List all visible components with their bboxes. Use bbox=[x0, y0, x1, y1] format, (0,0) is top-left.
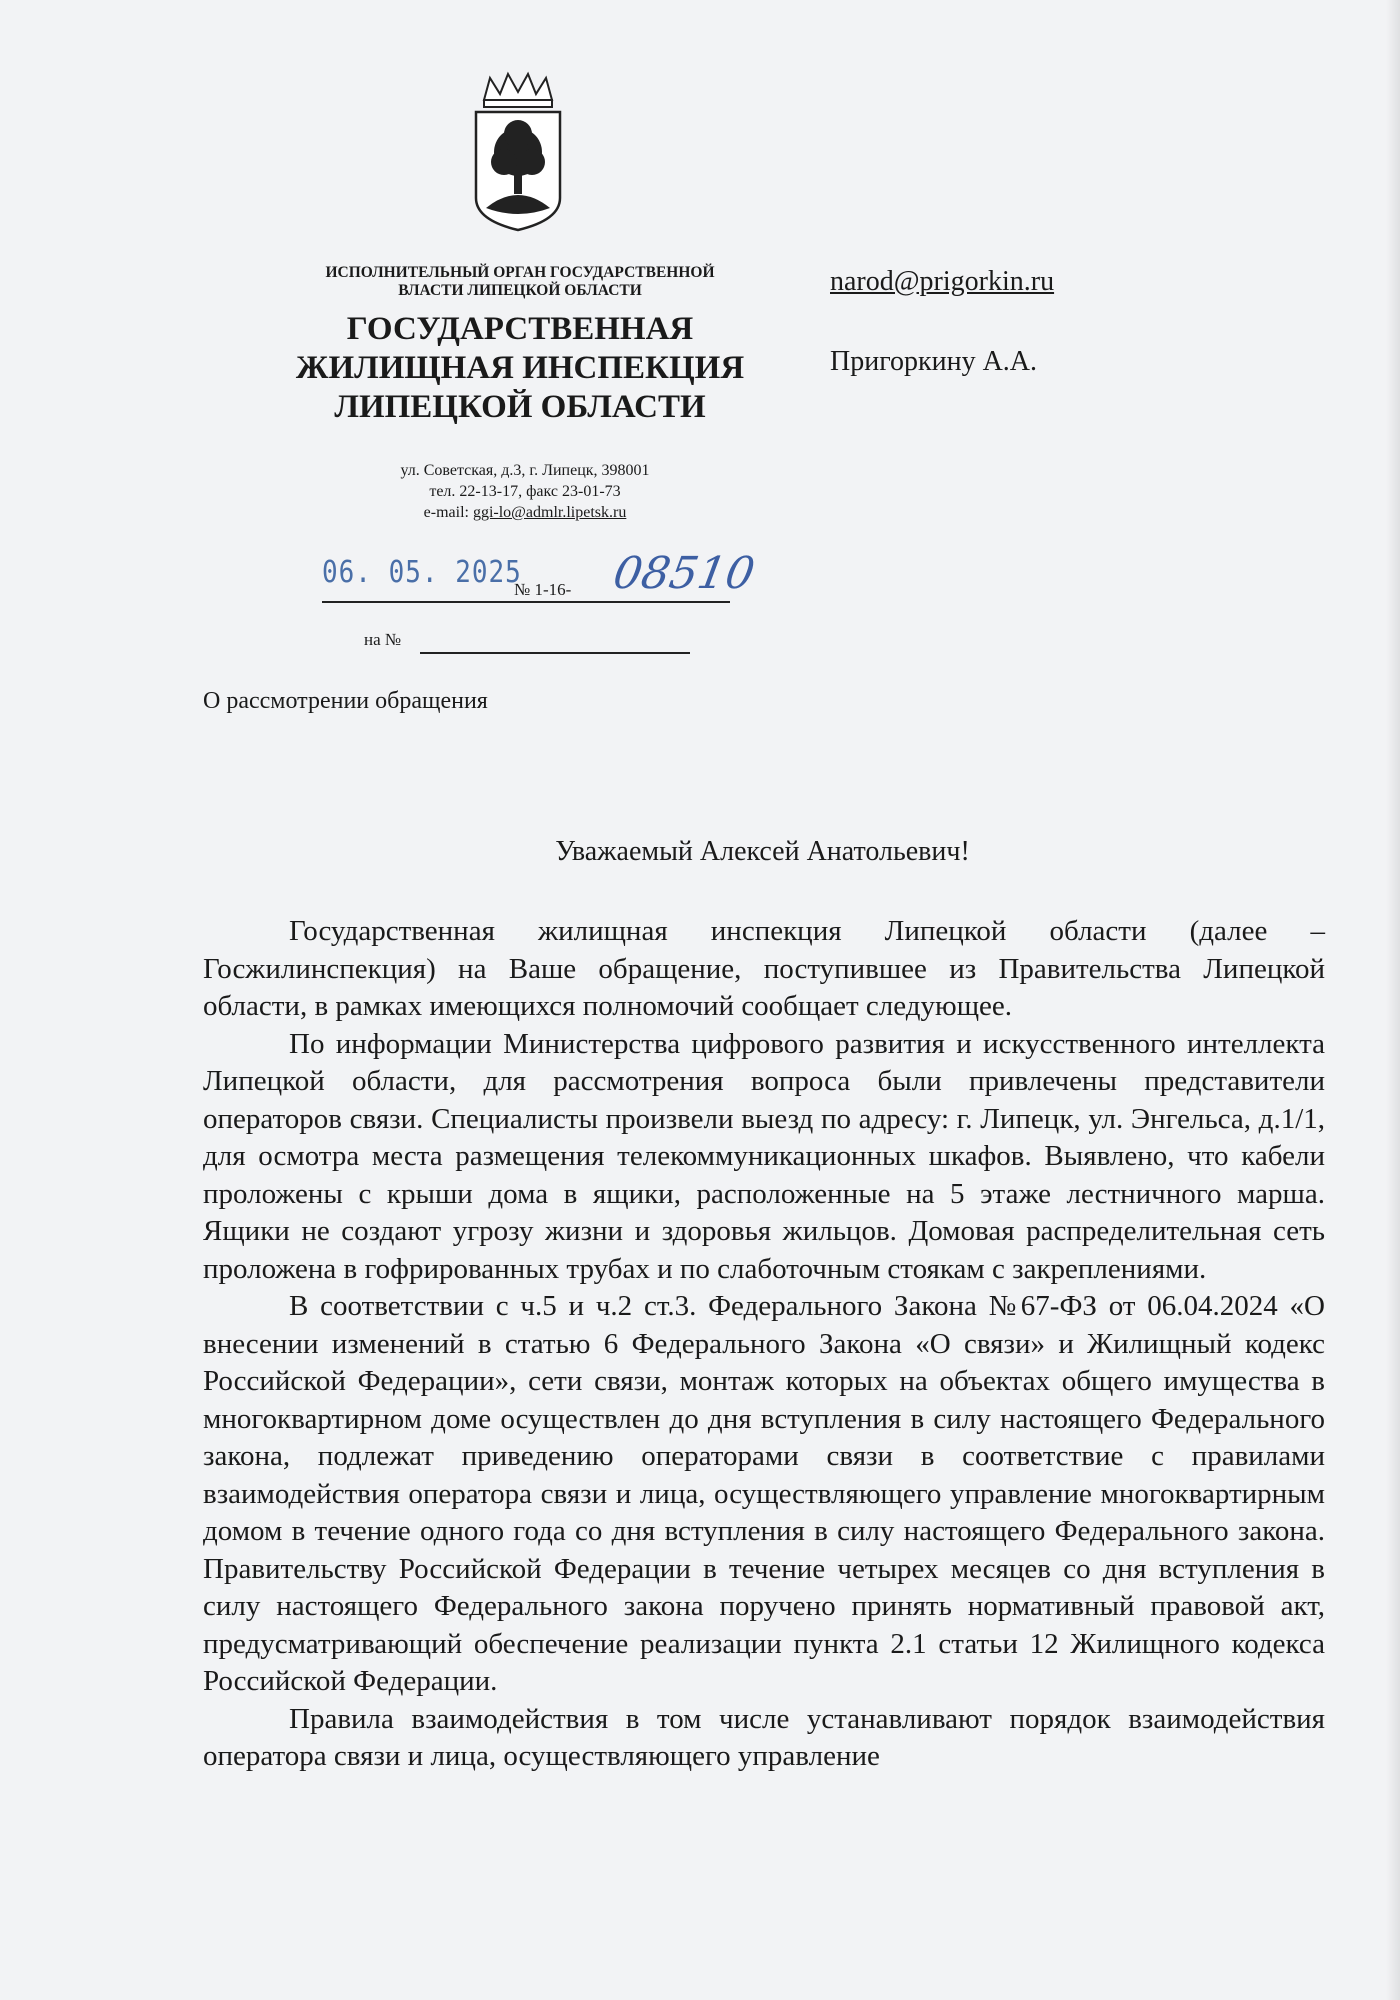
salutation: Уважаемый Алексей Анатольевич! bbox=[555, 836, 970, 867]
org-email-label: e-mail: bbox=[423, 504, 473, 521]
org-big-line1: ГОСУДАРСТВЕННАЯ bbox=[346, 311, 694, 347]
date-stamp: 06. 05. 2025 bbox=[322, 555, 522, 591]
handwritten-number: 08510 bbox=[609, 548, 759, 599]
lipetsk-coat-of-arms-icon bbox=[470, 70, 566, 234]
org-email-link[interactable]: ggi-lo@admlr.lipetsk.ru bbox=[472, 504, 627, 521]
org-address-block bbox=[270, 460, 780, 523]
letter-body bbox=[203, 913, 1325, 1776]
org-header-small bbox=[270, 264, 770, 300]
body-paragraph-2: По информации Министерства цифрового развития и искусственного интеллекта Липецкой области, для рассмотрения вопроса были привлечены представители операторов связи. Специалисты произвели выезд по адресу: г. Липецк, ул. Энгельса, д.1/1, для осмотра места размещения телекоммуникационных шкафов. Выявлено, что кабели проложены с крыши дома в ящики, расположенные на 5 этаже лестничного марша. Ящики не создают угрозу жизни и здоровья жильцов. Домовая распределительная сеть проложена в гофрированных трубах и по слаботочным стоякам с закреплениями. bbox=[203, 1027, 1325, 1285]
body-paragraph-1: Государственная жилищная инспекция Липецкой области (далее – Госжилинспекция) на Ваше обращение, поступившее из Правительства Липецкой области, в рамках имеющихся полномочий сообщает следующее. bbox=[203, 915, 1325, 1022]
registration-underline bbox=[322, 601, 730, 603]
org-phone: тел. 22-13-17, факс 23-01-73 bbox=[429, 483, 621, 500]
org-address: ул. Советская, д.3, г. Липецк, 398001 bbox=[400, 462, 650, 479]
body-paragraph-3: В соответствии с ч.5 и ч.2 ст.3. Федерального Закона №67-ФЗ от 06.04.2024 «О внесении изменений в статью 6 Федерального Закона «О связи» и Жилищный кодекс Российской Федерации», сети связи, монтаж которых на объектах общего имущества в многоквартирном доме осуществлен до дня вступления в силу настоящего Федерального закона, подлежат приведению операторами связи в соответствие с правилами взаимодействия оператора связи и лица, осуществляющего управление многоквартирным домом в течение одного года со дня вступления в силу настоящего Федерального закона. Правительству Российской Федерации в течение четырех месяцев со дня вступления в силу настоящего Федерального закона поручено принять нормативный правовой акт, предусматривающий обеспечение реализации пункта 2.1 статьи 12 Жилищного кодекса Российской Федерации. bbox=[203, 1290, 1325, 1697]
reply-label: на № bbox=[364, 630, 402, 649]
letter-subject: О рассмотрении обращения bbox=[203, 688, 488, 714]
recipient-email[interactable]: narod@prigorkin.ru bbox=[830, 266, 1055, 297]
org-email-line bbox=[270, 502, 780, 523]
org-big-line2: ЖИЛИЩНАЯ ИНСПЕКЦИЯ bbox=[295, 350, 745, 386]
org-title bbox=[270, 310, 770, 427]
reply-underline bbox=[420, 652, 690, 654]
reply-reference-line bbox=[364, 630, 694, 656]
org-small-line2: ВЛАСТИ ЛИПЕЦКОЙ ОБЛАСТИ bbox=[398, 282, 642, 299]
body-paragraph-4: Правила взаимодействия в том числе устанавливают порядок взаимодействия оператора связи и лица, осуществляющего управление bbox=[203, 1702, 1325, 1772]
org-big-line3: ЛИПЕЦКОЙ ОБЛАСТИ bbox=[334, 389, 706, 425]
scan-edge-shadow bbox=[1386, 0, 1400, 2000]
number-prefix: № 1-16- bbox=[514, 580, 572, 599]
registration-line bbox=[322, 548, 759, 604]
org-small-line1: ИСПОЛНИТЕЛЬНЫЙ ОРГАН ГОСУДАРСТВЕННОЙ bbox=[325, 264, 715, 281]
recipient-name: Пригоркину А.А. bbox=[830, 346, 1038, 377]
